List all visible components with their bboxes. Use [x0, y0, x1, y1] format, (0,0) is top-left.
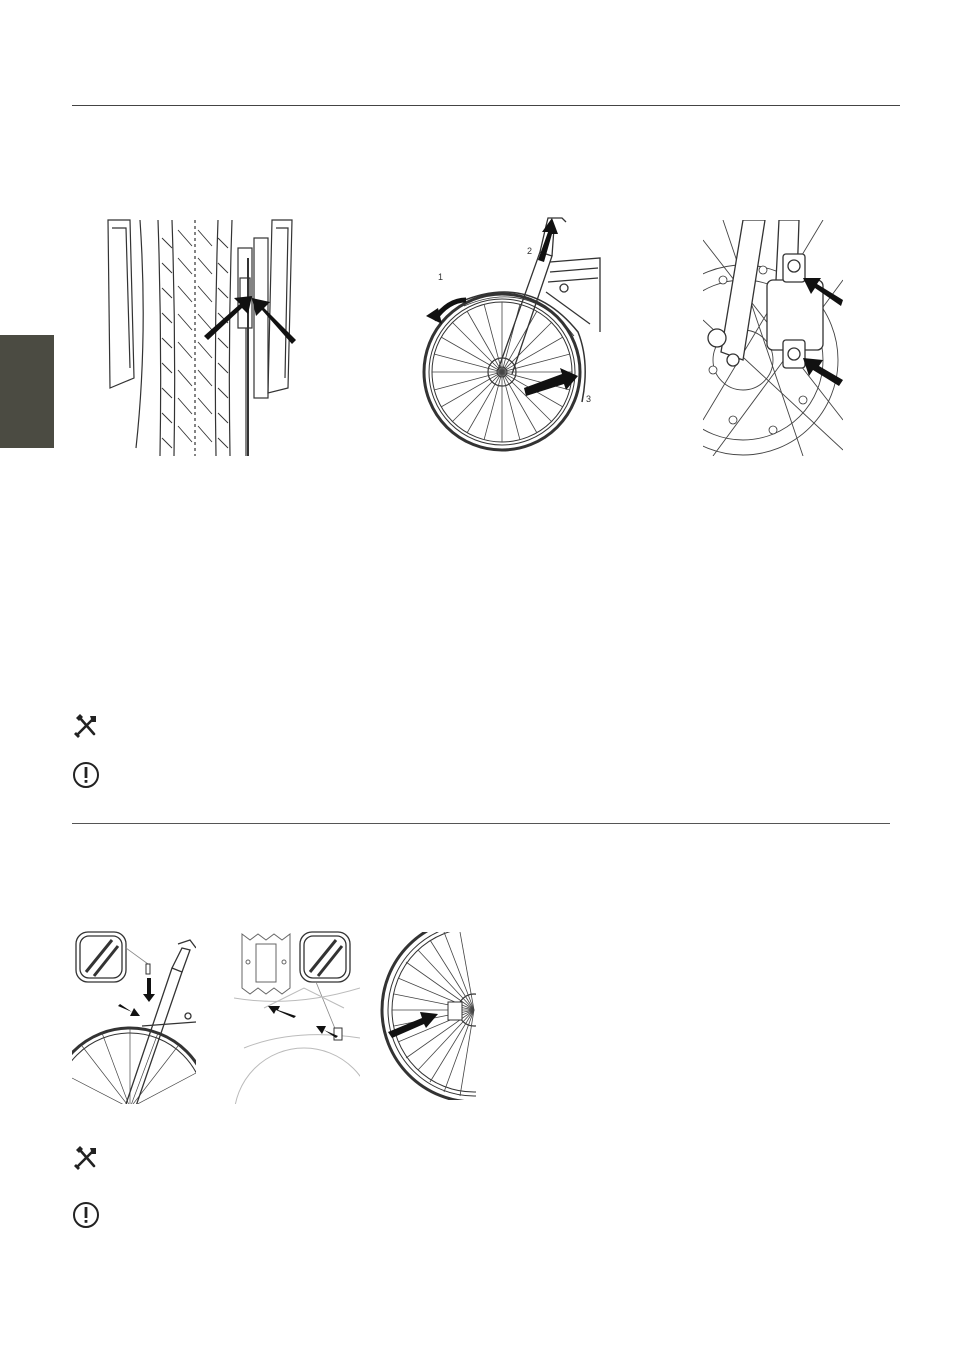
tools-icon [72, 712, 100, 740]
tools-icon [72, 1144, 100, 1172]
figure-spoke-reflector [378, 932, 476, 1100]
warning-icon [72, 1201, 100, 1229]
section-divider-middle [72, 823, 890, 824]
figure-brake-caliper-closeup [703, 220, 843, 456]
figure-reflector-bracket [234, 928, 360, 1104]
figure-reflector-fork [72, 928, 196, 1104]
warning-icon [72, 761, 100, 789]
figure-fork-wheel-steps [420, 212, 610, 452]
step-label-3: 3 [586, 394, 592, 404]
step-label-1: 1 [438, 272, 444, 282]
figure-tire-brake-disc [100, 218, 300, 458]
chapter-side-tab [0, 335, 54, 448]
step-label-2: 2 [527, 246, 533, 256]
section-divider-top [72, 105, 900, 106]
